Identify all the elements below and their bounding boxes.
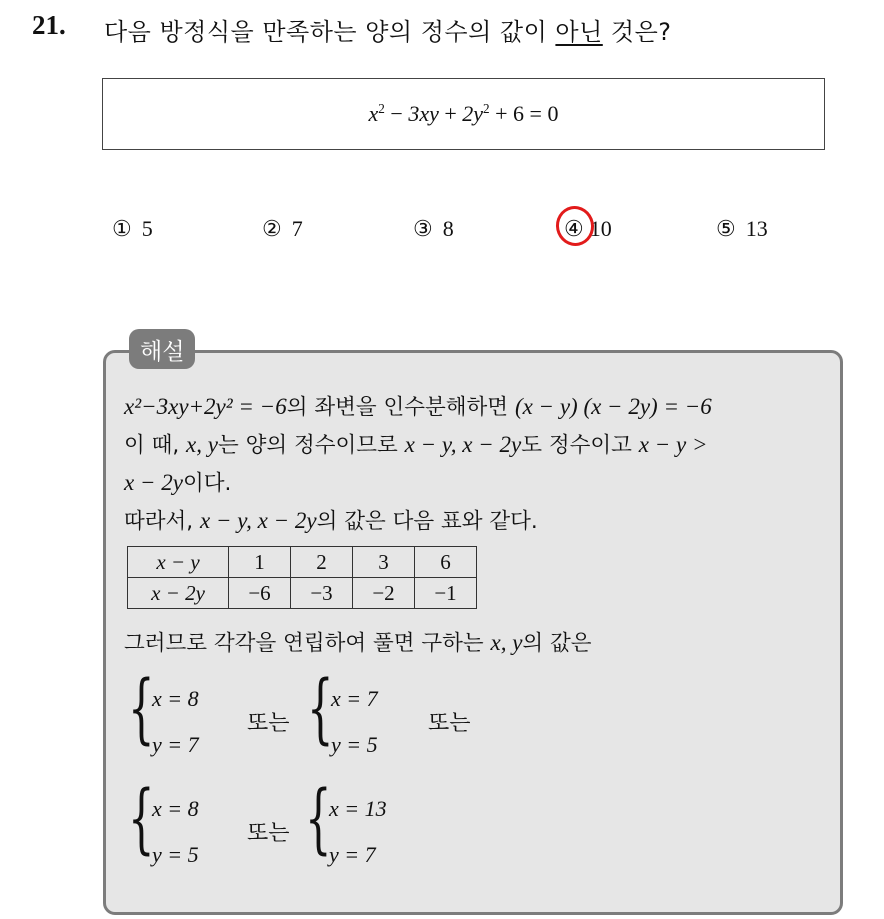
choice-4-mark-wrap [564, 216, 584, 242]
line1-math: x²−3xy+2y² = −6 [124, 394, 287, 419]
choice-3-value: 8 [442, 216, 454, 241]
table-header-x-minus-y: x − y [128, 547, 229, 578]
choice-4-mark: ④ [564, 216, 584, 241]
brace-icon: { [128, 773, 155, 862]
system-1-y: y = 7 [152, 732, 199, 757]
table-cell: −6 [229, 578, 291, 609]
question-text-underlined: 아닌 [555, 18, 603, 46]
choice-5[interactable] [716, 216, 768, 242]
table-cell: 6 [415, 547, 477, 578]
answer-circle-mark [552, 202, 597, 249]
system-2-y: y = 5 [331, 732, 378, 757]
line1-factored: (x − y) (x − 2y) = −6 [514, 394, 712, 419]
table-row [128, 578, 477, 609]
choice-2-value: 7 [291, 216, 303, 241]
choice-3-mark: ③ [413, 216, 433, 241]
question-number: 21. [32, 10, 66, 40]
question-text-after: 것은? [602, 18, 672, 46]
system-2-x: x = 7 [331, 686, 378, 711]
choice-4-value: 10 [589, 216, 612, 241]
system-1-x: x = 8 [152, 686, 199, 711]
choice-1[interactable] [112, 216, 153, 242]
table-cell: −3 [291, 578, 353, 609]
table-cell: −2 [353, 578, 415, 609]
question-text [104, 12, 672, 47]
system-4-x: x = 13 [329, 796, 387, 821]
choice-5-mark: ⑤ [716, 216, 736, 241]
brace-icon: { [305, 773, 332, 862]
or-word-1: 또는 [247, 711, 290, 736]
table-cell: −1 [415, 578, 477, 609]
choice-2[interactable] [262, 216, 303, 242]
table-cell: 2 [291, 547, 353, 578]
choice-1-mark: ① [112, 216, 132, 241]
solution-line-2: 이 때, x, y는 양의 정수이므로 x − y, x − 2y도 정수이고 x − y > [124, 432, 708, 458]
solution-line-4: 따라서, x − y, x − 2y의 값은 다음 표와 같다. [124, 508, 538, 534]
system-3-y: y = 5 [152, 842, 199, 867]
table-cell: 3 [353, 547, 415, 578]
table-header-x-minus-2y: x − 2y [128, 578, 229, 609]
choice-3[interactable] [413, 216, 454, 242]
solution-tag: 해설 [129, 329, 195, 369]
solution-line-5: 그러므로 각각을 연립하여 풀면 구하는 x, y의 값은 [124, 630, 592, 656]
equation: $x^2 - 3xy + 2y^2 + 6 = 0$ [368, 101, 559, 126]
brace-icon: { [307, 663, 334, 752]
choice-2-mark: ② [262, 216, 282, 241]
equation-box [102, 78, 825, 150]
or-word-2: 또는 [428, 711, 471, 736]
table-cell: 1 [229, 547, 291, 578]
or-word-3: 또는 [247, 821, 290, 846]
solution-line-1 [124, 390, 712, 421]
choice-1-value: 5 [141, 216, 153, 241]
choice-5-value: 13 [745, 216, 768, 241]
question-text-before: 다음 방정식을 만족하는 양의 정수의 값이 [104, 18, 556, 46]
brace-icon: { [128, 663, 155, 752]
line1-text: 의 좌변을 인수분해하면 [286, 395, 509, 420]
table-row [128, 547, 477, 578]
system-3-x: x = 8 [152, 796, 199, 821]
choice-4[interactable] [564, 216, 612, 242]
values-table [127, 546, 477, 609]
solution-line-3: x − 2y이다. [124, 470, 232, 496]
system-4-y: y = 7 [329, 842, 376, 867]
